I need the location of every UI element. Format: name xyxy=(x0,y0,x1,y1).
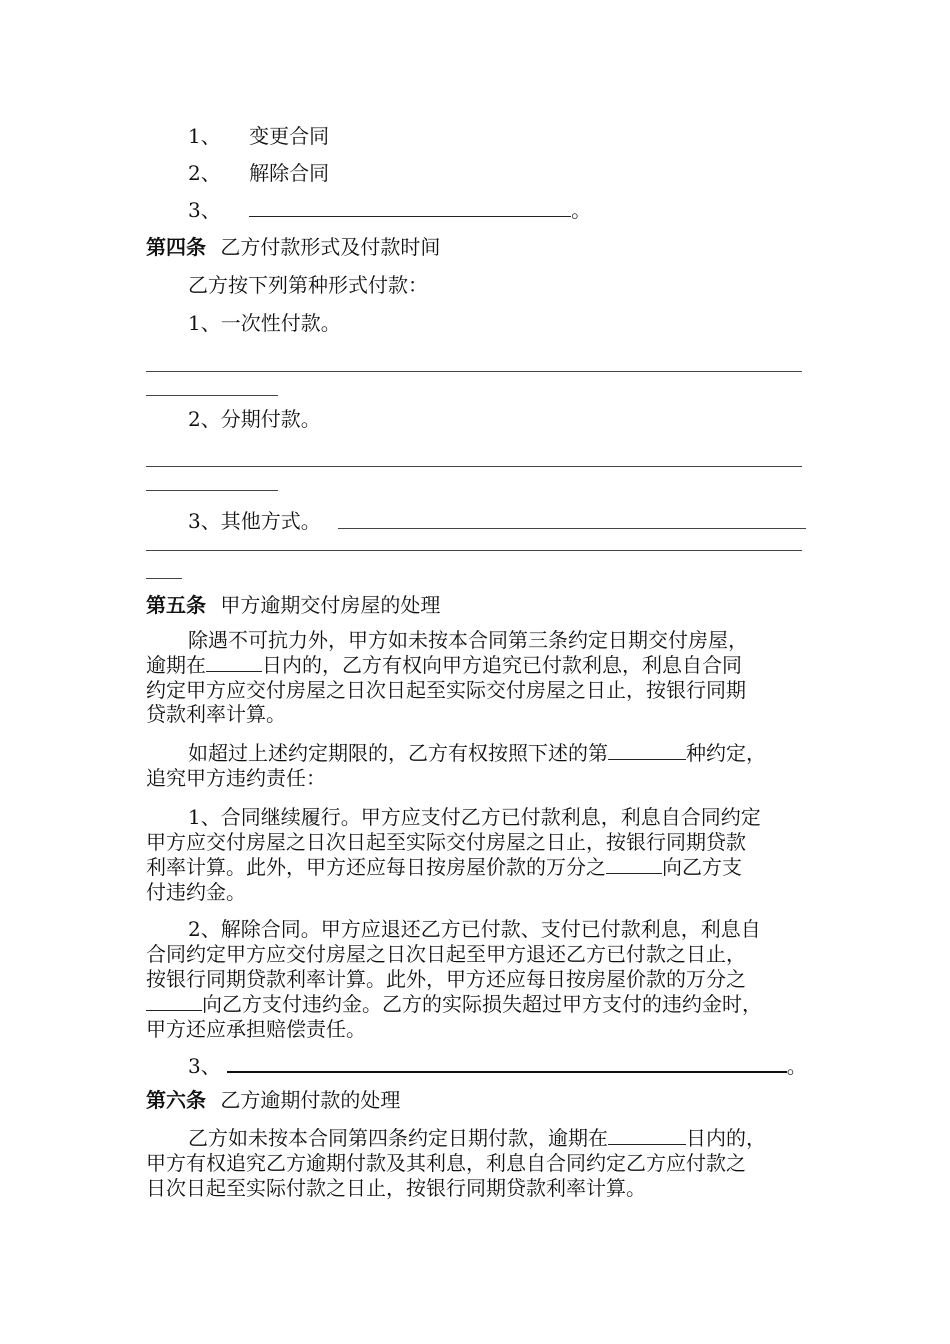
paragraph-line: 按银行同期贷款利率计算。此外，甲方还应每日按房屋价款的万分之 xyxy=(146,967,746,991)
option-text: 3、其他方式。 xyxy=(188,509,321,533)
paragraph: 乙方按下列第种形式付款： xyxy=(188,273,428,297)
option-item xyxy=(188,1053,807,1078)
blank-field xyxy=(206,653,262,672)
article-title: 甲方逾期交付房屋的处理 xyxy=(220,593,441,617)
list-number: 3、 xyxy=(188,198,221,222)
list-item xyxy=(188,161,329,185)
list-number: 3、 xyxy=(188,1054,221,1078)
list-text: 变更合同 xyxy=(249,124,330,148)
paragraph-line xyxy=(146,855,742,879)
list-text: 解除合同 xyxy=(249,161,330,185)
paragraph-line: 日次日起至实际付款之日止，按银行同期贷款利率计算。 xyxy=(146,1176,646,1200)
blank-line xyxy=(338,528,806,529)
option-item xyxy=(188,509,321,533)
article-number: 第六条 xyxy=(146,1088,206,1112)
paragraph-line: 贷款利率计算。 xyxy=(146,702,286,726)
blank-line xyxy=(146,466,802,467)
text-segment: 向乙方支付违约金。乙方的实际损失超过甲方支付的违约金时， xyxy=(202,992,762,1016)
paragraph-line xyxy=(146,992,762,1016)
blank-field xyxy=(608,1126,686,1145)
paragraph-line: 合同约定甲方应交付房屋之日次日起至甲方退还乙方已付款之日止， xyxy=(146,942,746,966)
list-tail: 。 xyxy=(786,1054,807,1078)
blank-field xyxy=(227,1053,787,1073)
paragraph-line: 付违约金。 xyxy=(146,880,246,904)
paragraph-line: 除遇不可抗力外，甲方如未按本合同第三条约定日期交付房屋， xyxy=(188,628,748,652)
option-item: 1、一次性付款。 xyxy=(188,311,341,335)
paragraph-line: 约定甲方应交付房屋之日次日起至实际交付房屋之日止，按银行同期 xyxy=(146,678,746,702)
text-segment: 乙方如未按本合同第四条约定日期付款，逾期在 xyxy=(188,1126,608,1150)
paragraph-line: 2、解除合同。甲方应退还乙方已付款、支付已付款利息，利息自 xyxy=(188,917,761,941)
paragraph-line: 甲方有权追究乙方逾期付款及其利息，利息自合同约定乙方应付款之 xyxy=(146,1151,746,1175)
article-number: 第四条 xyxy=(146,235,206,259)
text-segment: 日内的， xyxy=(686,1126,766,1150)
article-title: 乙方付款形式及付款时间 xyxy=(220,235,441,259)
list-number: 2、 xyxy=(188,161,221,185)
blank-line xyxy=(146,371,802,372)
list-item xyxy=(188,124,329,148)
blank-line xyxy=(146,395,278,396)
paragraph-line: 甲方还应承担赔偿责任。 xyxy=(146,1017,366,1041)
article-5-heading xyxy=(146,593,440,617)
blank-line xyxy=(146,550,802,551)
paragraph-line: 追究甲方违约责任： xyxy=(146,766,326,790)
text-segment: 如超过上述约定期限的，乙方有权按照下述的第 xyxy=(188,741,608,765)
blank-line xyxy=(146,490,278,491)
text-segment: 逾期在 xyxy=(146,653,206,677)
paragraph-line xyxy=(146,653,742,677)
paragraph-line: 甲方应交付房屋之日次日起至实际交付房屋之日止，按银行同期贷款 xyxy=(146,830,746,854)
list-number: 1、 xyxy=(188,124,221,148)
paragraph-line xyxy=(188,741,766,765)
text-segment: 日内的，乙方有权向甲方追究已付款利息，利息自合同 xyxy=(262,653,742,677)
option-item: 2、分期付款。 xyxy=(188,407,321,431)
text-segment: 利率计算。此外，甲方还应每日按房屋价款的万分之 xyxy=(146,855,606,879)
text-segment: 向乙方支 xyxy=(662,855,742,879)
list-item xyxy=(188,198,591,222)
blank-field xyxy=(606,855,662,874)
blank-field xyxy=(146,992,202,1011)
article-number: 第五条 xyxy=(146,593,206,617)
paragraph-line: 1、合同继续履行。甲方应支付乙方已付款利息，利息自合同约定 xyxy=(188,805,761,829)
article-4-heading xyxy=(146,235,440,259)
paragraph-line xyxy=(188,1126,766,1150)
blank-field xyxy=(249,198,571,217)
article-6-heading xyxy=(146,1088,400,1112)
text-segment: 种约定， xyxy=(686,741,766,765)
blank-line xyxy=(146,578,182,579)
article-title: 乙方逾期付款的处理 xyxy=(220,1088,401,1112)
blank-field xyxy=(608,741,686,760)
list-tail: 。 xyxy=(571,198,592,222)
